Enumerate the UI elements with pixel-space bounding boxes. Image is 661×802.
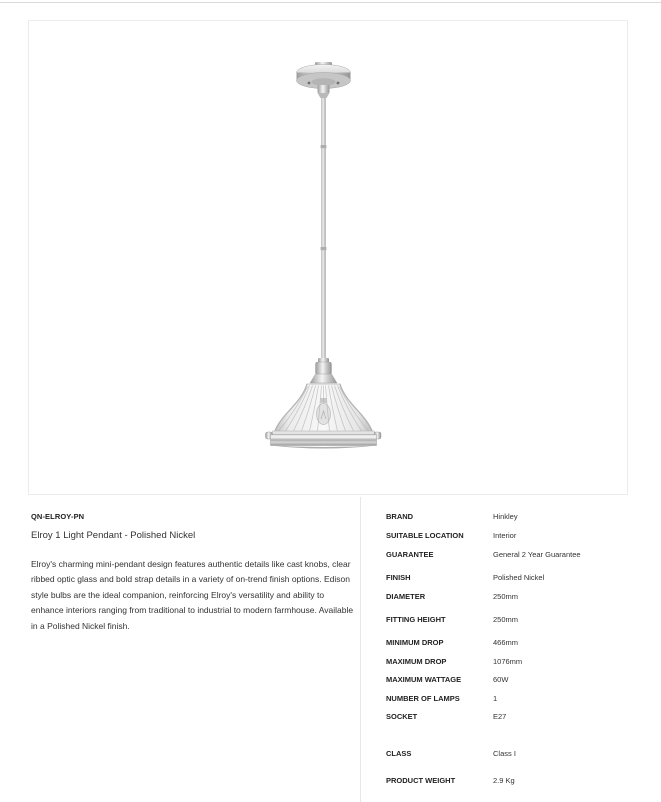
spec-row-socket xyxy=(386,712,626,721)
spec-row-suitable-location xyxy=(386,531,626,540)
spec-label: GUARANTEE xyxy=(386,550,434,559)
product-title: Elroy 1 Light Pendant - Polished Nickel xyxy=(31,530,196,541)
spec-row-finish xyxy=(386,573,626,582)
spec-label: FITTING HEIGHT xyxy=(386,615,446,624)
spec-label: CLASS xyxy=(386,749,412,758)
spec-row-diameter xyxy=(386,592,626,601)
spec-label: PRODUCT WEIGHT xyxy=(386,776,456,785)
spec-value: General 2 Year Guarantee xyxy=(493,550,581,559)
spec-row-maximum-drop xyxy=(386,657,626,666)
spec-label: BRAND xyxy=(386,512,414,521)
spec-value: Interior xyxy=(493,531,517,540)
spec-label: MAXIMUM DROP xyxy=(386,657,447,666)
spec-value: 1 xyxy=(493,694,498,703)
spec-label: SUITABLE LOCATION xyxy=(386,531,464,540)
spec-row-brand xyxy=(386,512,626,521)
spec-table xyxy=(386,512,626,785)
spec-label: NUMBER OF LAMPS xyxy=(386,694,460,703)
pendant-light-product-image xyxy=(29,21,627,494)
spec-label: MINIMUM DROP xyxy=(386,638,444,647)
spec-value: Class I xyxy=(493,749,516,758)
spec-row-minimum-drop xyxy=(386,638,626,647)
spec-value: 250mm xyxy=(493,615,519,624)
spec-row-maximum-wattage xyxy=(386,675,626,684)
spec-value: 250mm xyxy=(493,592,519,601)
spec-label: DIAMETER xyxy=(386,592,426,601)
spec-row-number-of-lamps xyxy=(386,694,626,703)
spec-value: 2.9 Kg xyxy=(493,776,515,785)
spec-value: 60W xyxy=(493,675,509,684)
spec-value: 1076mm xyxy=(493,657,523,666)
spec-row-product-weight xyxy=(386,776,626,785)
spec-row-guarantee xyxy=(386,550,626,559)
spec-label: SOCKET xyxy=(386,712,418,721)
spec-label: FINISH xyxy=(386,573,411,582)
product-code: QN-ELROY-PN xyxy=(31,512,85,521)
spec-value: Polished Nickel xyxy=(493,573,545,582)
spec-row-fitting-height xyxy=(386,615,626,624)
product-info xyxy=(31,512,354,634)
spec-value: Hinkley xyxy=(493,512,518,521)
spec-label: MAXIMUM WATTAGE xyxy=(386,675,462,684)
spec-row-class xyxy=(386,749,626,758)
column-divider-line xyxy=(360,497,361,802)
spec-value: 466mm xyxy=(493,638,519,647)
top-divider-line xyxy=(0,2,661,3)
product-image-frame xyxy=(28,20,628,495)
spec-value: E27 xyxy=(493,712,507,721)
product-description: Elroy's charming mini-pendant design features authentic details like cast knobs, clear ribbed optic glass and bold strap details in a variety of on-trend finish options. Edison style bulbs are the ideal companion, reinforcing Elroy's versatility and ability to enhance interiors ranging from traditional to industrial to modern farmhouse. Available in a Polished Nickel finish. xyxy=(31,559,354,631)
